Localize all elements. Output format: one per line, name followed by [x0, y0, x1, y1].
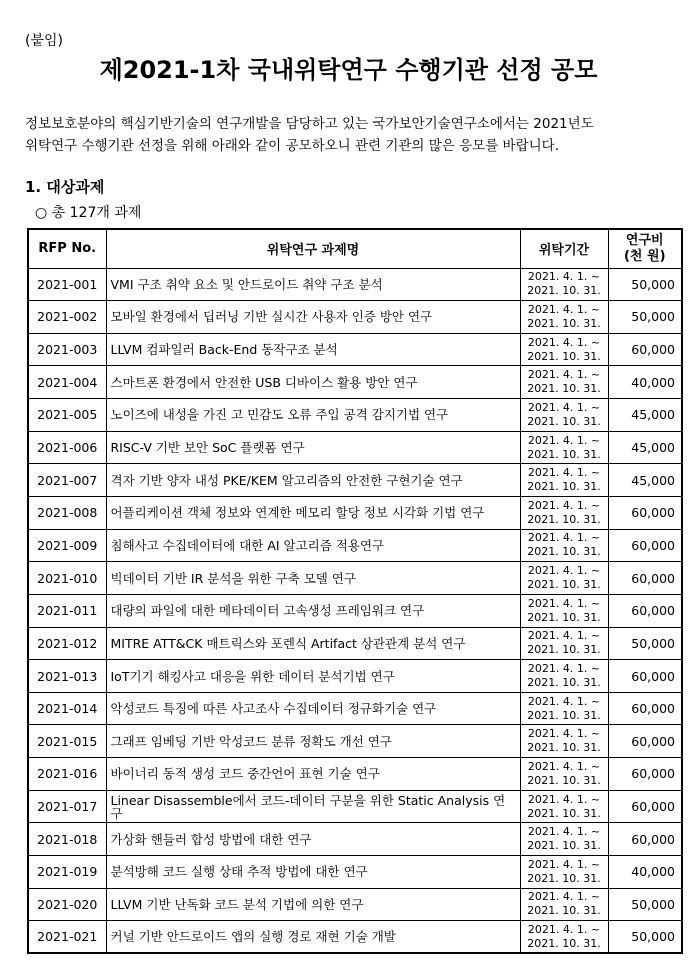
project-budget: 50,000 — [608, 888, 682, 921]
period-end: 2021. 10. 31. — [527, 741, 601, 755]
project-period — [520, 496, 608, 529]
table-row — [28, 464, 682, 497]
project-budget: 50,000 — [608, 301, 682, 334]
project-name: LLVM 컴파일러 Back-End 동작구조 분석 — [106, 333, 520, 366]
project-budget: 60,000 — [608, 529, 682, 562]
project-budget: 45,000 — [608, 431, 682, 464]
project-period — [520, 301, 608, 334]
header-budget-line1: 연구비 — [625, 232, 664, 248]
project-budget: 60,000 — [608, 660, 682, 693]
rfp-number: 2021-011 — [28, 594, 106, 627]
rfp-number: 2021-006 — [28, 431, 106, 464]
project-period — [520, 888, 608, 921]
table-row — [28, 399, 682, 432]
table-row — [28, 790, 682, 823]
project-budget: 60,000 — [608, 692, 682, 725]
project-period — [520, 823, 608, 856]
rfp-number: 2021-003 — [28, 333, 106, 366]
period-end: 2021. 10. 31. — [527, 414, 601, 428]
period-start: 2021. 4. 1. ~ — [527, 335, 601, 349]
table-row — [28, 366, 682, 399]
period-start: 2021. 4. 1. ~ — [527, 466, 601, 480]
table-row — [28, 725, 682, 758]
period-start: 2021. 4. 1. ~ — [527, 368, 601, 382]
project-period — [520, 921, 608, 954]
period-end: 2021. 10. 31. — [527, 447, 601, 461]
project-name: 커널 기반 안드로이드 앱의 실행 경로 재현 기술 개발 — [106, 921, 520, 954]
project-budget: 40,000 — [608, 366, 682, 399]
section-title: 1. 대상과제 — [25, 178, 105, 196]
table-row — [28, 692, 682, 725]
project-budget: 50,000 — [608, 627, 682, 660]
rfp-number: 2021-019 — [28, 856, 106, 889]
project-budget: 60,000 — [608, 725, 682, 758]
project-name: VMI 구조 취약 요소 및 안드로이드 취약 구조 분석 — [106, 268, 520, 301]
rfp-number: 2021-021 — [28, 921, 106, 954]
project-period — [520, 562, 608, 595]
table-row — [28, 333, 682, 366]
project-name: 빅데이터 기반 IR 분석을 위한 구축 모델 연구 — [106, 562, 520, 595]
period-start: 2021. 4. 1. ~ — [527, 531, 601, 545]
period-end: 2021. 10. 31. — [527, 578, 601, 592]
project-period — [520, 692, 608, 725]
project-name: 스마트폰 환경에서 안전한 USB 디바이스 활용 방안 연구 — [106, 366, 520, 399]
period-start: 2021. 4. 1. ~ — [527, 792, 601, 806]
project-count: ○ 총 127개 과제 — [35, 205, 142, 221]
table-row — [28, 301, 682, 334]
project-budget: 60,000 — [608, 333, 682, 366]
project-period — [520, 856, 608, 889]
table-row — [28, 758, 682, 791]
attachment-label: (붙임) — [25, 33, 63, 49]
period-end: 2021. 10. 31. — [527, 871, 601, 885]
project-name: LLVM 기반 난독화 코드 분석 기법에 의한 연구 — [106, 888, 520, 921]
project-name: 노이즈에 내성을 가진 고 민감도 오류 주입 공격 감지기법 연구 — [106, 399, 520, 432]
period-start: 2021. 4. 1. ~ — [527, 857, 601, 871]
project-budget: 60,000 — [608, 790, 682, 823]
period-end: 2021. 10. 31. — [527, 382, 601, 396]
period-start: 2021. 4. 1. ~ — [527, 825, 601, 839]
rfp-number: 2021-005 — [28, 399, 106, 432]
period-end: 2021. 10. 31. — [527, 806, 601, 820]
header-period: 위탁기간 — [520, 229, 608, 268]
header-budget-line2: (천 원) — [623, 248, 666, 264]
project-table — [27, 228, 683, 954]
project-budget: 60,000 — [608, 594, 682, 627]
rfp-number: 2021-013 — [28, 660, 106, 693]
project-period — [520, 431, 608, 464]
period-start: 2021. 4. 1. ~ — [527, 433, 601, 447]
intro-line-2: 위탁연구 수행기관 선정을 위해 아래와 같이 공모하오니 관련 기관의 많은 응모를 바랍니다. — [25, 138, 560, 154]
project-name: 어플리케이션 객체 정보와 연계한 메모리 할당 정보 시각화 기법 연구 — [106, 496, 520, 529]
period-end: 2021. 10. 31. — [527, 480, 601, 494]
page-title: 제2021-1차 국내위탁연구 수행기관 선정 공모 — [99, 56, 598, 84]
period-start: 2021. 4. 1. ~ — [527, 498, 601, 512]
period-start: 2021. 4. 1. ~ — [527, 629, 601, 643]
project-budget: 45,000 — [608, 399, 682, 432]
period-start: 2021. 4. 1. ~ — [527, 564, 601, 578]
period-end: 2021. 10. 31. — [527, 643, 601, 657]
project-budget: 60,000 — [608, 562, 682, 595]
project-period — [520, 758, 608, 791]
period-start: 2021. 4. 1. ~ — [527, 727, 601, 741]
project-period — [520, 464, 608, 497]
table-row — [28, 431, 682, 464]
table-row — [28, 921, 682, 954]
rfp-number: 2021-004 — [28, 366, 106, 399]
project-period — [520, 333, 608, 366]
intro-line-1: 정보보호분야의 핵심기반기술의 연구개발을 담당하고 있는 국가보안기술연구소에서는 2021년도 — [25, 116, 594, 132]
project-name: RISC-V 기반 보안 SoC 플랫폼 연구 — [106, 431, 520, 464]
table-row — [28, 888, 682, 921]
table-row — [28, 496, 682, 529]
project-budget: 50,000 — [608, 268, 682, 301]
project-budget: 40,000 — [608, 856, 682, 889]
rfp-number: 2021-015 — [28, 725, 106, 758]
rfp-number: 2021-009 — [28, 529, 106, 562]
project-name: Linear Disassemble에서 코드-데이터 구분을 위한 Static Analysis 연구 — [106, 790, 520, 823]
project-name: 악성코드 특징에 따른 사고조사 수집데이터 정규화기술 연구 — [106, 692, 520, 725]
table-header-row — [28, 229, 682, 268]
project-name: 분석방해 코드 실행 상태 추적 방법에 대한 연구 — [106, 856, 520, 889]
project-name: 모바일 환경에서 딥러닝 기반 실시간 사용자 인증 방안 연구 — [106, 301, 520, 334]
period-end: 2021. 10. 31. — [527, 773, 601, 787]
project-period — [520, 660, 608, 693]
project-period — [520, 594, 608, 627]
period-start: 2021. 4. 1. ~ — [527, 400, 601, 414]
rfp-number: 2021-014 — [28, 692, 106, 725]
project-period — [520, 790, 608, 823]
project-budget: 60,000 — [608, 496, 682, 529]
rfp-number: 2021-017 — [28, 790, 106, 823]
table-row — [28, 268, 682, 301]
period-start: 2021. 4. 1. ~ — [527, 759, 601, 773]
intro-paragraph — [25, 113, 675, 157]
period-end: 2021. 10. 31. — [527, 904, 601, 918]
rfp-number: 2021-016 — [28, 758, 106, 791]
project-budget: 45,000 — [608, 464, 682, 497]
rfp-number: 2021-002 — [28, 301, 106, 334]
table-row — [28, 660, 682, 693]
table-row — [28, 627, 682, 660]
period-start: 2021. 4. 1. ~ — [527, 922, 601, 936]
project-period — [520, 366, 608, 399]
period-end: 2021. 10. 31. — [527, 545, 601, 559]
header-rfp: RFP No. — [28, 229, 106, 268]
table-row — [28, 562, 682, 595]
period-end: 2021. 10. 31. — [527, 610, 601, 624]
header-budget — [608, 229, 682, 268]
project-period — [520, 725, 608, 758]
period-start: 2021. 4. 1. ~ — [527, 662, 601, 675]
project-name: 대량의 파일에 대한 메타데이터 고속생성 프레임워크 연구 — [106, 594, 520, 627]
rfp-number: 2021-001 — [28, 268, 106, 301]
table-row — [28, 856, 682, 889]
project-name: MITRE ATT&CK 매트릭스와 포렌식 Artifact 상관관계 분석 연구 — [106, 627, 520, 660]
project-period — [520, 268, 608, 301]
rfp-number: 2021-018 — [28, 823, 106, 856]
project-period — [520, 399, 608, 432]
project-period — [520, 627, 608, 660]
project-budget: 50,000 — [608, 921, 682, 954]
period-start: 2021. 4. 1. ~ — [527, 890, 601, 904]
period-end: 2021. 10. 31. — [527, 349, 601, 363]
project-budget: 60,000 — [608, 823, 682, 856]
period-start: 2021. 4. 1. ~ — [527, 302, 601, 316]
table-row — [28, 594, 682, 627]
table-row — [28, 823, 682, 856]
rfp-number: 2021-008 — [28, 496, 106, 529]
project-name: IoT기기 해킹사고 대응을 위한 데이터 분석기법 연구 — [106, 660, 520, 693]
period-start: 2021. 4. 1. ~ — [527, 270, 601, 284]
period-end: 2021. 10. 31. — [527, 316, 601, 330]
period-end: 2021. 10. 31. — [527, 708, 601, 722]
project-budget: 60,000 — [608, 758, 682, 791]
table-row — [28, 529, 682, 562]
project-name: 그래프 임베딩 기반 악성코드 분류 정확도 개선 연구 — [106, 725, 520, 758]
rfp-number: 2021-007 — [28, 464, 106, 497]
period-end: 2021. 10. 31. — [527, 936, 601, 950]
period-start: 2021. 4. 1. ~ — [527, 596, 601, 610]
rfp-number: 2021-012 — [28, 627, 106, 660]
project-period — [520, 529, 608, 562]
header-name: 위탁연구 과제명 — [106, 229, 520, 268]
project-name: 격자 기반 양자 내성 PKE/KEM 알고리즘의 안전한 구현기술 연구 — [106, 464, 520, 497]
period-end: 2021. 10. 31. — [527, 284, 601, 298]
project-name: 침해사고 수집데이터에 대한 AI 알고리즘 적용연구 — [106, 529, 520, 562]
project-name: 가상화 핸들러 합성 방법에 대한 연구 — [106, 823, 520, 856]
project-name: 바이너리 동적 생성 코드 중간언어 표현 기술 연구 — [106, 758, 520, 791]
period-end: 2021. 10. 31. — [527, 839, 601, 853]
period-end: 2021. 10. 31. — [527, 512, 601, 526]
rfp-number: 2021-010 — [28, 562, 106, 595]
period-end: 2021. 10. 31. — [527, 676, 601, 689]
table-body — [28, 268, 682, 953]
period-start: 2021. 4. 1. ~ — [527, 694, 601, 708]
rfp-number: 2021-020 — [28, 888, 106, 921]
